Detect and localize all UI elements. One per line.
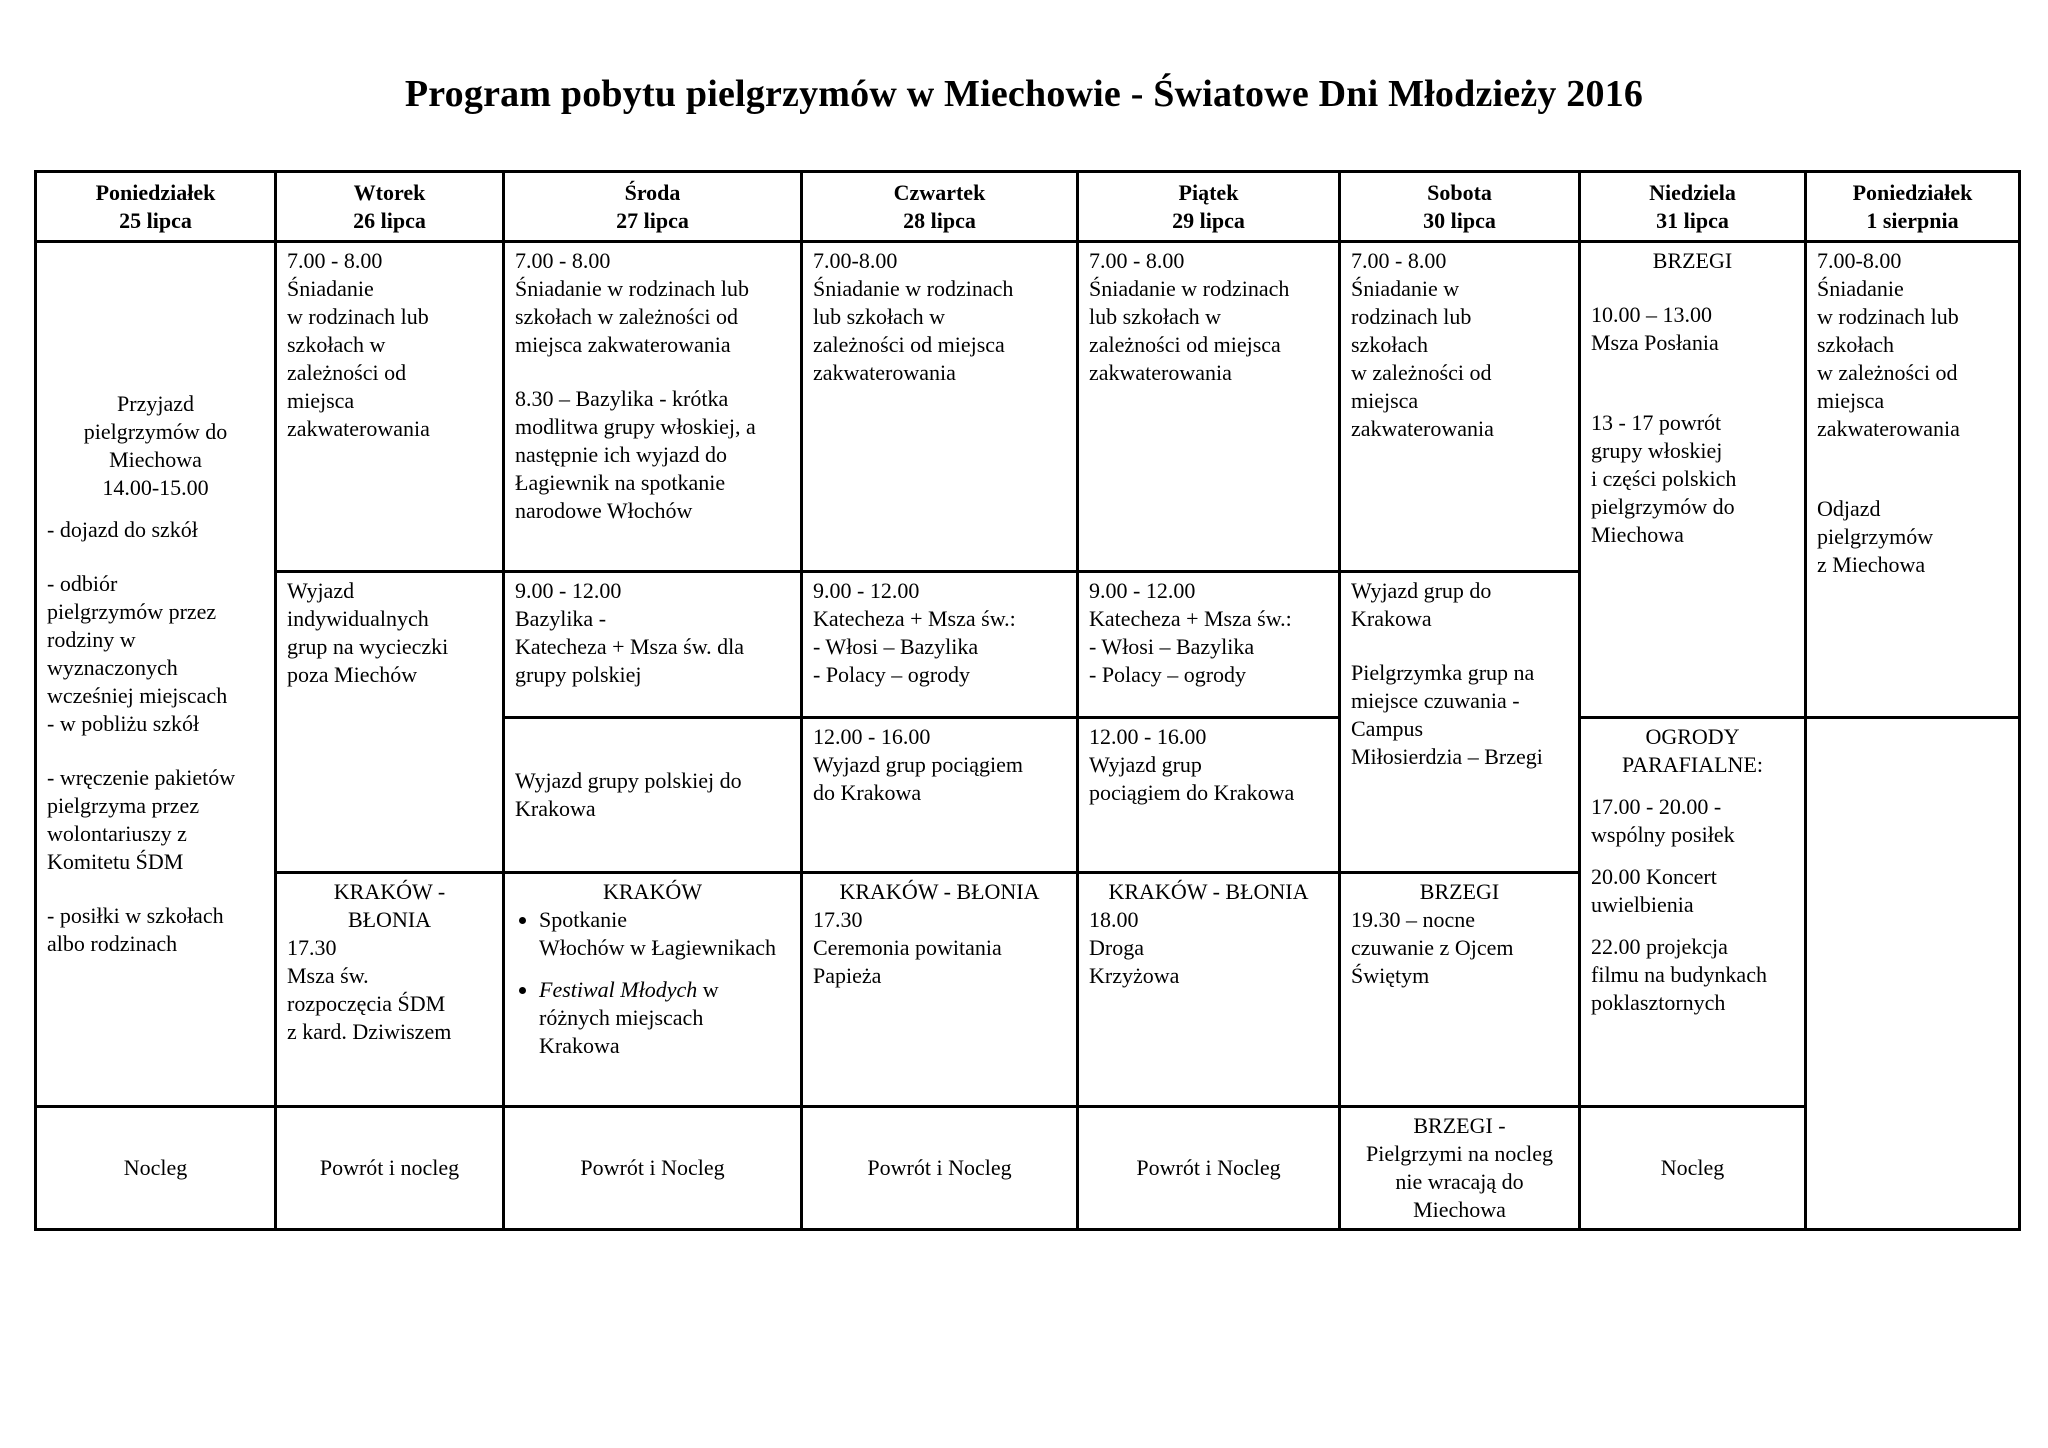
mon25-arrival: Przyjazd pielgrzymów do Miechowa 14.00-15.00 <box>83 390 228 500</box>
sun-morning-cell <box>1580 242 1806 718</box>
mon1-breakfast: 7.00-8.00 Śniadanie w rodzinach lub szkołach w zależności od miejsca zakwaterowania <box>1817 248 1960 442</box>
fri-krakow-body: 18.00 Droga Krzyżowa <box>1089 906 1180 988</box>
fri-catechesis: 9.00 - 12.00 Katecheza + Msza św.: - Włosi – Bazylika - Polacy – ogrody <box>1078 572 1340 718</box>
mon25-night: Nocleg <box>36 1106 276 1229</box>
sun-concert: 20.00 Koncert uwielbienia <box>1591 864 1717 918</box>
mon25-item: - dojazd do szkół <box>47 516 198 542</box>
thu-krakow-cell <box>802 872 1078 1106</box>
wed-krakow-cell <box>504 872 802 1106</box>
day-header-mon1: Poniedziałek 1 sierpnia <box>1806 172 2020 242</box>
festival-name: Festiwal Młodych <box>539 976 698 1002</box>
thu-catechesis: 9.00 - 12.00 Katecheza + Msza św.: - Włosi – Bazylika - Polacy – ogrody <box>802 572 1078 718</box>
sat-breakfast: 7.00 - 8.00 Śniadanie w rodzinach lub szkołach w zależności od miejsca zakwaterowania <box>1340 242 1580 572</box>
tue-trip: Wyjazd indywidualnych grup na wycieczki poza Miechów <box>276 572 504 872</box>
tue-night: Powrót i nocleg <box>276 1106 504 1229</box>
mon25-item: - posiłki w szkołach albo rodzinach <box>47 902 224 956</box>
tue-breakfast: 7.00 - 8.00 Śniadanie w rodzinach lub szkołach w zależności od miejsca zakwaterowania <box>276 242 504 572</box>
wed-night: Powrót i Nocleg <box>504 1106 802 1229</box>
wed-breakfast: 7.00 - 8.00 Śniadanie w rodzinach lub szkołach w zależności od miejsca zakwaterowania <box>515 248 749 358</box>
day-header-fri: Piątek 29 lipca <box>1078 172 1340 242</box>
sat-night: BRZEGI - Pielgrzymi na nocleg nie wracają do Miechowa <box>1340 1106 1580 1229</box>
fri-train: 12.00 - 16.00 Wyjazd grup pociągiem do Krakowa <box>1078 718 1340 872</box>
day-header-thu: Czwartek 28 lipca <box>802 172 1078 242</box>
fri-krakow-cell <box>1078 872 1340 1106</box>
sat-pilgrimage: Pielgrzymka grup na miejsce czuwania - Campus Miłosierdzia – Brzegi <box>1351 660 1543 770</box>
mon1-empty-cell <box>1806 718 2020 1230</box>
wed-krakow-list <box>515 906 790 1060</box>
sat-brzegi-cell <box>1340 872 1580 1106</box>
sun-return: 13 - 17 powrót grupy włoskiej i części polskich pielgrzymów do Miechowa <box>1591 410 1737 548</box>
thu-krakow-body: 17.30 Ceremonia powitania Papieża <box>813 906 1002 988</box>
thu-krakow-head: KRAKÓW - BŁONIA <box>839 878 1040 904</box>
thu-night: Powrót i Nocleg <box>802 1106 1078 1229</box>
day-header-sat: Sobota 30 lipca <box>1340 172 1580 242</box>
sun-meal: 17.00 - 20.00 - wspólny posiłek <box>1591 794 1735 848</box>
sun-gardens-head: OGRODY PARAFIALNE: <box>1622 724 1763 778</box>
day-header-wed: Środa 27 lipca <box>504 172 802 242</box>
wed-breakfast-cell <box>504 242 802 572</box>
header-row <box>36 172 2020 242</box>
wed-basilica: 8.30 – Bazylika - krótka modlitwa grupy włoskiej, a następnie ich wyjazd do Łagiewnik na spotkanie narodowe Włochów <box>515 386 756 524</box>
tue-krakow-body: 17.30 Msza św. rozpoczęcia ŚDM z kard. Dziwiszem <box>287 934 452 1044</box>
thu-train: 12.00 - 16.00 Wyjazd grup pociągiem do Krakowa <box>802 718 1078 872</box>
mon25-item: - odbiór pielgrzymów przez rodziny w wyznaczonych wcześniej miejscach - w pobliżu szkół <box>47 570 228 736</box>
festival-rest: w różnych miejscach Krakowa <box>539 976 719 1058</box>
sun-night: Nocleg <box>1580 1106 1806 1229</box>
sat-brzegi-head: BRZEGI <box>1419 878 1500 904</box>
sat-trip: Wyjazd grup do Krakowa <box>1351 578 1492 632</box>
wed-bullet-festival <box>539 976 790 1060</box>
day-header-mon25: Poniedziałek 25 lipca <box>36 172 276 242</box>
wed-trip: Wyjazd grupy polskiej do Krakowa <box>504 718 802 872</box>
sun-brzegi-head: BRZEGI <box>1652 248 1733 274</box>
mon1-cell <box>1806 242 2020 718</box>
page-title: Program pobytu pielgrzymów w Miechowie - Światowe Dni Młodzieży 2016 <box>404 73 1644 115</box>
wed-krakow-head: KRAKÓW <box>603 878 702 904</box>
tue-krakow-head: KRAKÓW - BŁONIA <box>333 878 446 932</box>
sun-mass: 10.00 – 13.00 Msza Posłania <box>1591 302 1719 356</box>
mon25-arrival-cell <box>36 242 276 1107</box>
sat-trip-cell <box>1340 572 1580 872</box>
wed-bullet-meeting: • Spotkanie Włochów w Łagiewnikach <box>539 906 790 962</box>
wed-catechesis: 9.00 - 12.00 Bazylika - Katecheza + Msza św. dla grupy polskiej <box>504 572 802 718</box>
sun-film: 22.00 projekcja filmu na budynkach poklasztornych <box>1591 934 1767 1016</box>
mon1-departure: Odjazd pielgrzymów z Miechowa <box>1817 496 1934 578</box>
sat-brzegi-body: 19.30 – nocne czuwanie z Ojcem Świętym <box>1351 906 1514 988</box>
fri-krakow-head: KRAKÓW - BŁONIA <box>1108 878 1309 904</box>
day-header-sun: Niedziela 31 lipca <box>1580 172 1806 242</box>
fri-breakfast: 7.00 - 8.00 Śniadanie w rodzinach lub szkołach w zależności od miejsca zakwaterowania <box>1078 242 1340 572</box>
tue-krakow-cell <box>276 872 504 1106</box>
thu-breakfast: 7.00-8.00 Śniadanie w rodzinach lub szkołach w zależności od miejsca zakwaterowania <box>802 242 1078 572</box>
sun-gardens-cell <box>1580 718 1806 1106</box>
schedule-table <box>34 170 2021 1231</box>
fri-night: Powrót i Nocleg <box>1078 1106 1340 1229</box>
day-header-tue: Wtorek 26 lipca <box>276 172 504 242</box>
mon25-item: - wręczenie pakietów pielgrzyma przez wolontariuszy z Komitetu ŚDM <box>47 764 236 874</box>
